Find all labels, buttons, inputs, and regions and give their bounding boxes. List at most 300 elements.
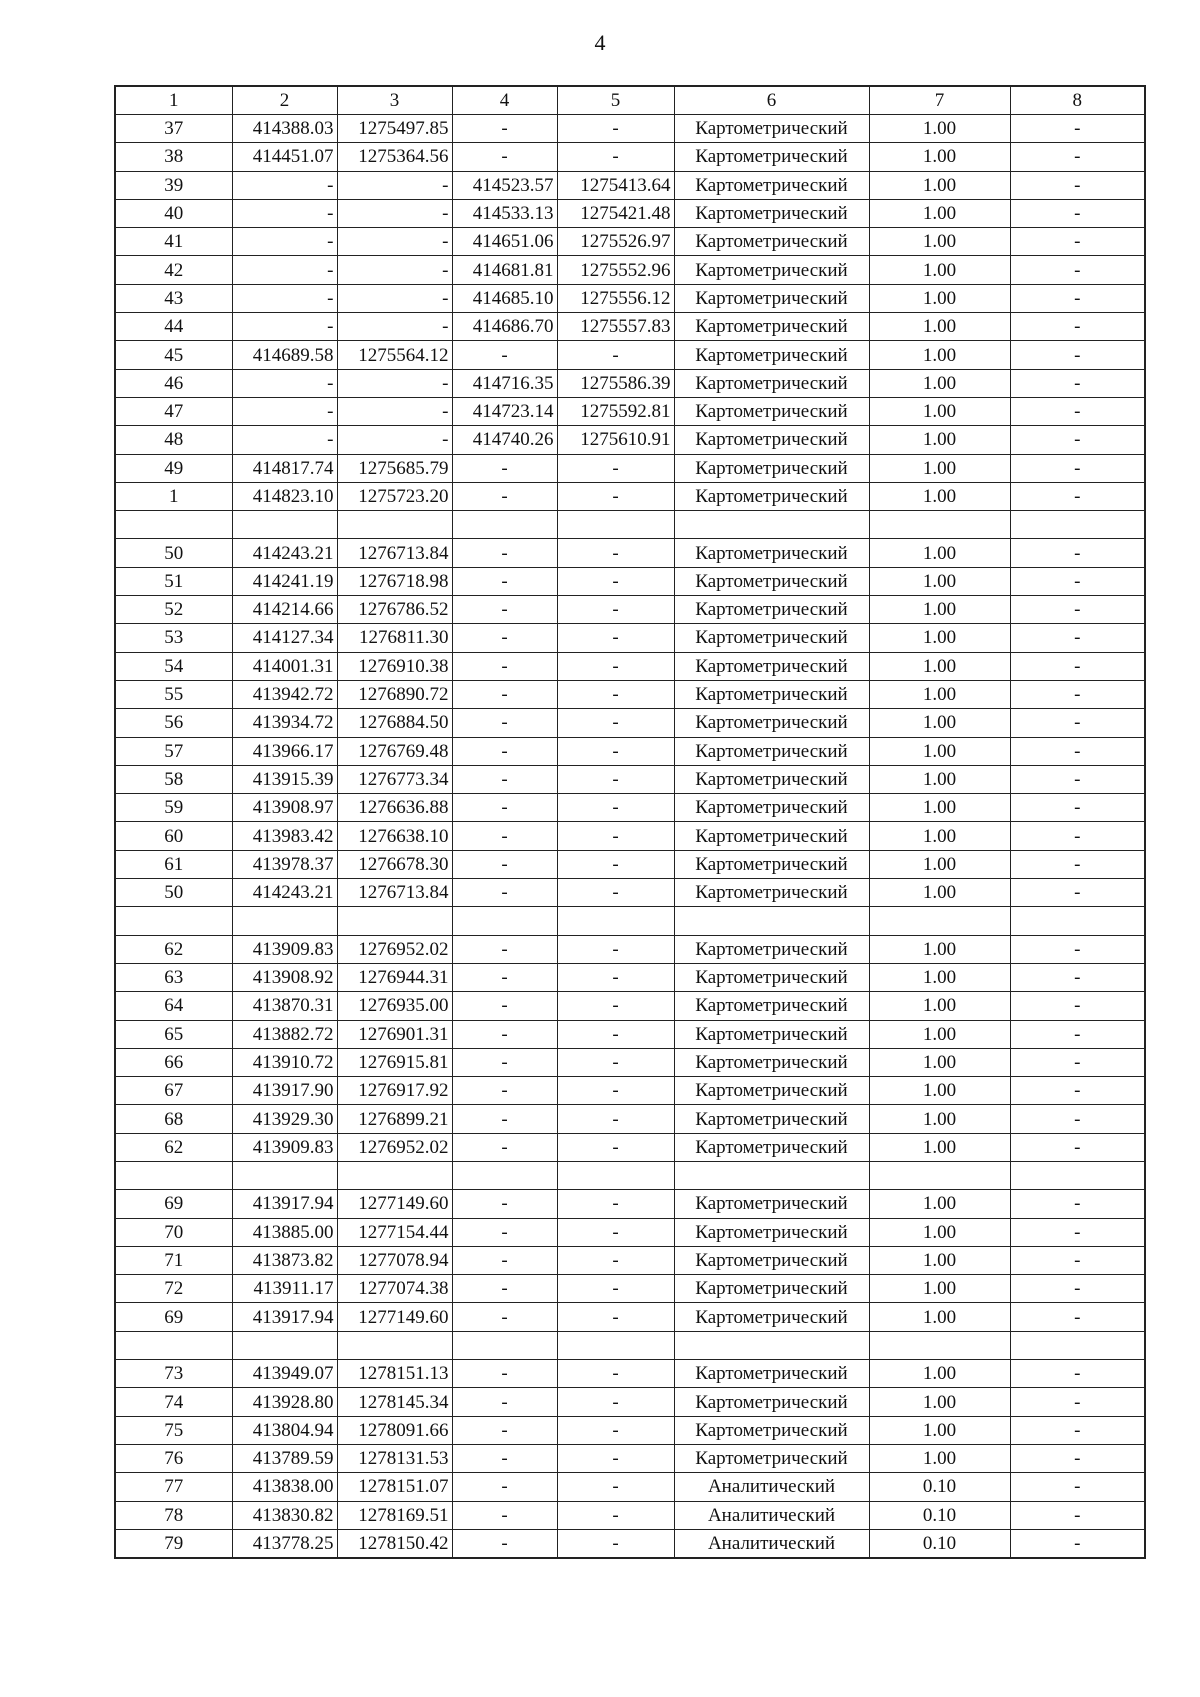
table-cell: 1276952.02 — [337, 935, 452, 963]
table-cell: - — [452, 1529, 557, 1558]
table-cell: - — [452, 539, 557, 567]
table-cell: - — [557, 1077, 674, 1105]
table-cell: - — [557, 1501, 674, 1529]
table-cell: - — [1010, 482, 1145, 510]
table-cell: - — [1010, 1473, 1145, 1501]
table-cell: 75 — [115, 1416, 232, 1444]
table-cell: Картометрический — [674, 709, 869, 737]
table-row — [115, 454, 1145, 482]
table-cell — [1010, 1331, 1145, 1359]
table-cell: 1.00 — [869, 426, 1010, 454]
table-cell: 69 — [115, 1303, 232, 1331]
table-cell: - — [1010, 228, 1145, 256]
table-cell: Картометрический — [674, 680, 869, 708]
table-row — [115, 709, 1145, 737]
column-header: 1 — [115, 86, 232, 115]
table-cell: 60 — [115, 822, 232, 850]
table-cell: 414127.34 — [232, 624, 337, 652]
table-cell: 1276935.00 — [337, 992, 452, 1020]
table-cell: 1.00 — [869, 454, 1010, 482]
table-cell: 76 — [115, 1444, 232, 1472]
table-cell: - — [557, 1218, 674, 1246]
table-cell: 414533.13 — [452, 199, 557, 227]
table-cell: - — [452, 1444, 557, 1472]
table-cell: 54 — [115, 652, 232, 680]
table-cell: - — [1010, 1105, 1145, 1133]
table-cell: - — [452, 709, 557, 737]
table-cell — [674, 907, 869, 935]
table-row — [115, 115, 1145, 143]
table-cell: Картометрический — [674, 935, 869, 963]
table-cell: - — [557, 935, 674, 963]
table-cell: 79 — [115, 1529, 232, 1558]
table-cell — [869, 907, 1010, 935]
table-cell: - — [1010, 1275, 1145, 1303]
table-cell: Картометрический — [674, 1246, 869, 1274]
table-row — [115, 567, 1145, 595]
table-cell: Картометрический — [674, 963, 869, 991]
table-cell: 413804.94 — [232, 1416, 337, 1444]
table-cell: 1277154.44 — [337, 1218, 452, 1246]
table-cell: - — [557, 1105, 674, 1133]
table-cell: 1.00 — [869, 879, 1010, 907]
table-row — [115, 794, 1145, 822]
table-cell: - — [557, 1360, 674, 1388]
table-cell: - — [557, 1473, 674, 1501]
table-row — [115, 369, 1145, 397]
table-cell: 1.00 — [869, 567, 1010, 595]
table-cell: 1.00 — [869, 963, 1010, 991]
table-cell: - — [557, 1246, 674, 1274]
column-header: 6 — [674, 86, 869, 115]
table-cell: 1.00 — [869, 482, 1010, 510]
table-cell: - — [557, 709, 674, 737]
table-cell: 38 — [115, 143, 232, 171]
table-cell: - — [557, 680, 674, 708]
table-cell: 414681.81 — [452, 256, 557, 284]
table-cell: Картометрический — [674, 171, 869, 199]
table-cell: 1.00 — [869, 228, 1010, 256]
table-cell: - — [232, 256, 337, 284]
table-cell: 1.00 — [869, 369, 1010, 397]
table-cell: 414243.21 — [232, 539, 337, 567]
table-cell: 1.00 — [869, 1218, 1010, 1246]
table-cell: 1.00 — [869, 1048, 1010, 1076]
table-cell: - — [452, 1218, 557, 1246]
table-cell: 413978.37 — [232, 850, 337, 878]
table-cell: 1275497.85 — [337, 115, 452, 143]
table-cell: - — [557, 879, 674, 907]
table-cell — [869, 1161, 1010, 1189]
table-row — [115, 341, 1145, 369]
table-cell: - — [452, 1303, 557, 1331]
table-cell: - — [1010, 1133, 1145, 1161]
table-cell: - — [557, 1444, 674, 1472]
table-row — [115, 1020, 1145, 1048]
table-cell: 1.00 — [869, 596, 1010, 624]
table-cell: 77 — [115, 1473, 232, 1501]
table-row — [115, 1388, 1145, 1416]
table-row — [115, 1303, 1145, 1331]
table-cell: 1.00 — [869, 1077, 1010, 1105]
table-cell: - — [557, 1048, 674, 1076]
table-cell: - — [1010, 1303, 1145, 1331]
table-cell: - — [452, 737, 557, 765]
coordinates-table — [114, 85, 1146, 1559]
table-cell: 1.00 — [869, 1133, 1010, 1161]
table-row — [115, 1105, 1145, 1133]
table-cell: - — [452, 624, 557, 652]
table-cell: - — [232, 426, 337, 454]
table-cell: - — [452, 482, 557, 510]
table-cell: Картометрический — [674, 1218, 869, 1246]
table-cell: Картометрический — [674, 1388, 869, 1416]
table-cell: 413910.72 — [232, 1048, 337, 1076]
table-row — [115, 1077, 1145, 1105]
table-cell: 413882.72 — [232, 1020, 337, 1048]
column-header: 3 — [337, 86, 452, 115]
table-cell: 1275592.81 — [557, 397, 674, 425]
table-row — [115, 171, 1145, 199]
table-cell: - — [1010, 1360, 1145, 1388]
table-cell — [452, 511, 557, 539]
column-header: 7 — [869, 86, 1010, 115]
table-row — [115, 822, 1145, 850]
table-cell: 413917.90 — [232, 1077, 337, 1105]
table-cell: - — [452, 341, 557, 369]
table-cell: 1.00 — [869, 1275, 1010, 1303]
table-cell — [452, 907, 557, 935]
table-cell: 1276917.92 — [337, 1077, 452, 1105]
table-cell: 1275685.79 — [337, 454, 452, 482]
table-cell: Картометрический — [674, 482, 869, 510]
table-cell: - — [1010, 199, 1145, 227]
table-cell: - — [1010, 143, 1145, 171]
table-cell: 1276636.88 — [337, 794, 452, 822]
table-cell: 413929.30 — [232, 1105, 337, 1133]
table-cell: 39 — [115, 171, 232, 199]
table-cell: - — [337, 426, 452, 454]
table-row — [115, 1416, 1145, 1444]
table-row — [115, 228, 1145, 256]
table-cell: - — [1010, 1501, 1145, 1529]
table-cell: - — [1010, 992, 1145, 1020]
table-cell: Картометрический — [674, 284, 869, 312]
table-cell: 70 — [115, 1218, 232, 1246]
table-cell: - — [557, 567, 674, 595]
table-cell: 1276786.52 — [337, 596, 452, 624]
table-cell: - — [452, 1501, 557, 1529]
table-cell — [869, 1331, 1010, 1359]
table-cell: Картометрический — [674, 369, 869, 397]
table-row — [115, 313, 1145, 341]
table-cell: - — [1010, 737, 1145, 765]
table-cell: - — [452, 567, 557, 595]
table-cell: 44 — [115, 313, 232, 341]
table-cell: 50 — [115, 879, 232, 907]
table-cell — [337, 1331, 452, 1359]
table-cell: - — [1010, 1190, 1145, 1218]
table-cell: 1276713.84 — [337, 879, 452, 907]
table-cell — [557, 907, 674, 935]
table-cell: 59 — [115, 794, 232, 822]
table-cell: - — [557, 341, 674, 369]
table-cell: Картометрический — [674, 1048, 869, 1076]
table-cell: 1.00 — [869, 624, 1010, 652]
table-cell: 413917.94 — [232, 1303, 337, 1331]
table-cell: 0.10 — [869, 1529, 1010, 1558]
table-row — [115, 1529, 1145, 1558]
table-cell: - — [1010, 454, 1145, 482]
table-cell: 52 — [115, 596, 232, 624]
table-cell: 1.00 — [869, 992, 1010, 1020]
table-cell: 47 — [115, 397, 232, 425]
table-row — [115, 1161, 1145, 1189]
table-cell: 414523.57 — [452, 171, 557, 199]
table-cell: 1.00 — [869, 765, 1010, 793]
page-number: 4 — [594, 30, 606, 55]
table-cell: - — [452, 765, 557, 793]
table-cell: - — [1010, 935, 1145, 963]
table-cell: 414823.10 — [232, 482, 337, 510]
table-cell: Картометрический — [674, 341, 869, 369]
table-cell: - — [1010, 765, 1145, 793]
table-cell: 1275413.64 — [557, 171, 674, 199]
table-cell: - — [452, 1246, 557, 1274]
table-cell: 1.00 — [869, 1444, 1010, 1472]
table-cell — [1010, 1161, 1145, 1189]
table-cell: - — [1010, 313, 1145, 341]
table-cell: - — [1010, 171, 1145, 199]
table-cell: - — [557, 1388, 674, 1416]
table-cell: 1276944.31 — [337, 963, 452, 991]
table-cell: - — [557, 1190, 674, 1218]
table-cell: Картометрический — [674, 1416, 869, 1444]
table-cell — [1010, 907, 1145, 935]
table-cell: 1.00 — [869, 143, 1010, 171]
table-cell: - — [232, 397, 337, 425]
table-cell: - — [557, 765, 674, 793]
table-cell: - — [452, 1388, 557, 1416]
table-cell — [557, 1161, 674, 1189]
table-cell: 1.00 — [869, 822, 1010, 850]
table-cell: 414001.31 — [232, 652, 337, 680]
table-cell: 413928.80 — [232, 1388, 337, 1416]
table-cell: 413983.42 — [232, 822, 337, 850]
table-cell: - — [452, 1077, 557, 1105]
table-cell: Картометрический — [674, 794, 869, 822]
table-cell: 63 — [115, 963, 232, 991]
table-cell: 1275556.12 — [557, 284, 674, 312]
table-cell: 1.00 — [869, 680, 1010, 708]
table-cell: 413838.00 — [232, 1473, 337, 1501]
table-cell: 1275586.39 — [557, 369, 674, 397]
table-cell: 1275421.48 — [557, 199, 674, 227]
table-cell: 1.00 — [869, 850, 1010, 878]
table-cell: 1276915.81 — [337, 1048, 452, 1076]
table-cell: 1.00 — [869, 1105, 1010, 1133]
table-cell: - — [452, 1416, 557, 1444]
table-cell — [232, 511, 337, 539]
table-cell: - — [1010, 256, 1145, 284]
table-cell: - — [452, 822, 557, 850]
table-cell — [337, 1161, 452, 1189]
table-cell: 66 — [115, 1048, 232, 1076]
table-cell: Картометрический — [674, 199, 869, 227]
table-cell: 62 — [115, 1133, 232, 1161]
table-cell: 1276769.48 — [337, 737, 452, 765]
table-cell: 73 — [115, 1360, 232, 1388]
table-cell: 414451.07 — [232, 143, 337, 171]
table-cell: 414686.70 — [452, 313, 557, 341]
table-cell: - — [452, 596, 557, 624]
table-cell: - — [337, 397, 452, 425]
table-row — [115, 511, 1145, 539]
table-cell: Картометрический — [674, 765, 869, 793]
table-cell: - — [452, 794, 557, 822]
table-row — [115, 935, 1145, 963]
table-cell: - — [1010, 850, 1145, 878]
table-cell: 1275364.56 — [337, 143, 452, 171]
table-cell: 71 — [115, 1246, 232, 1274]
table-cell: 55 — [115, 680, 232, 708]
table-cell: - — [452, 1190, 557, 1218]
table-cell: 64 — [115, 992, 232, 1020]
table-cell: - — [557, 850, 674, 878]
table-cell: - — [1010, 1416, 1145, 1444]
table-cell: 1.00 — [869, 737, 1010, 765]
table-cell: 46 — [115, 369, 232, 397]
table-cell: - — [557, 482, 674, 510]
table-cell — [115, 1331, 232, 1359]
table-cell: 413778.25 — [232, 1529, 337, 1558]
table-cell: - — [1010, 115, 1145, 143]
table-cell: - — [557, 1303, 674, 1331]
table-cell: Картометрический — [674, 1133, 869, 1161]
table-cell: Картометрический — [674, 1077, 869, 1105]
table-cell — [452, 1331, 557, 1359]
table-cell: 1.00 — [869, 1303, 1010, 1331]
table-row — [115, 284, 1145, 312]
table-cell: - — [1010, 369, 1145, 397]
table-cell — [115, 907, 232, 935]
table-cell: 41 — [115, 228, 232, 256]
table-cell: - — [337, 313, 452, 341]
table-cell: 1276678.30 — [337, 850, 452, 878]
table-cell: 414241.19 — [232, 567, 337, 595]
table-cell: Картометрический — [674, 822, 869, 850]
table-cell: 68 — [115, 1105, 232, 1133]
table-cell: 1277078.94 — [337, 1246, 452, 1274]
table-cell: - — [452, 115, 557, 143]
table-cell: 69 — [115, 1190, 232, 1218]
table-cell: 1275526.97 — [557, 228, 674, 256]
table-cell — [115, 1161, 232, 1189]
table-cell: Картометрический — [674, 1303, 869, 1331]
column-header: 8 — [1010, 86, 1145, 115]
table-cell: 1277074.38 — [337, 1275, 452, 1303]
table-cell: Картометрический — [674, 115, 869, 143]
table-cell: Картометрический — [674, 539, 869, 567]
table-cell: - — [452, 1105, 557, 1133]
table-cell — [115, 511, 232, 539]
table-cell: 1276638.10 — [337, 822, 452, 850]
table-cell: Картометрический — [674, 1190, 869, 1218]
table-cell: - — [1010, 1020, 1145, 1048]
table-cell: - — [452, 1360, 557, 1388]
table-cell: Картометрический — [674, 992, 869, 1020]
table-cell: - — [557, 737, 674, 765]
table-cell: - — [232, 313, 337, 341]
table-cell: 1276713.84 — [337, 539, 452, 567]
table-cell: Аналитический — [674, 1529, 869, 1558]
table-cell: - — [452, 454, 557, 482]
table-cell: - — [232, 171, 337, 199]
table-row — [115, 1133, 1145, 1161]
table-cell: 414388.03 — [232, 115, 337, 143]
table-cell: 414214.66 — [232, 596, 337, 624]
table-cell: Картометрический — [674, 143, 869, 171]
table-cell: 1277149.60 — [337, 1303, 452, 1331]
table-cell: 413830.82 — [232, 1501, 337, 1529]
table-cell: Картометрический — [674, 850, 869, 878]
table-cell: 1276890.72 — [337, 680, 452, 708]
table-cell: Картометрический — [674, 879, 869, 907]
table-cell: - — [1010, 794, 1145, 822]
table-cell: - — [1010, 341, 1145, 369]
table-cell: - — [1010, 1388, 1145, 1416]
table-cell: - — [337, 256, 452, 284]
table-cell — [1010, 511, 1145, 539]
table-cell — [337, 511, 452, 539]
table-row — [115, 256, 1145, 284]
table-cell: - — [1010, 596, 1145, 624]
table-row — [115, 596, 1145, 624]
table-cell: - — [1010, 426, 1145, 454]
table-cell: - — [1010, 709, 1145, 737]
table-cell: 1.00 — [869, 284, 1010, 312]
table-cell: - — [1010, 539, 1145, 567]
table-cell: - — [452, 850, 557, 878]
table-cell: 1278151.13 — [337, 1360, 452, 1388]
table-cell: 53 — [115, 624, 232, 652]
table-cell: 74 — [115, 1388, 232, 1416]
table-cell: - — [1010, 652, 1145, 680]
table-cell — [674, 1161, 869, 1189]
table-cell: 414243.21 — [232, 879, 337, 907]
table-cell: 1.00 — [869, 794, 1010, 822]
table-cell: - — [1010, 1077, 1145, 1105]
table-cell: 1.00 — [869, 539, 1010, 567]
table-row — [115, 879, 1145, 907]
table-cell: 1.00 — [869, 397, 1010, 425]
table-cell: 62 — [115, 935, 232, 963]
table-cell: 413917.94 — [232, 1190, 337, 1218]
table-cell: Картометрический — [674, 596, 869, 624]
table-cell: Картометрический — [674, 1105, 869, 1133]
table-cell: - — [232, 228, 337, 256]
table-cell — [452, 1161, 557, 1189]
table-cell: 414685.10 — [452, 284, 557, 312]
table-cell: - — [452, 879, 557, 907]
table-cell: Картометрический — [674, 1020, 869, 1048]
column-header: 2 — [232, 86, 337, 115]
table-cell — [232, 907, 337, 935]
table-cell: 51 — [115, 567, 232, 595]
table-row — [115, 1218, 1145, 1246]
table-cell: - — [557, 822, 674, 850]
table-cell: 1275723.20 — [337, 482, 452, 510]
